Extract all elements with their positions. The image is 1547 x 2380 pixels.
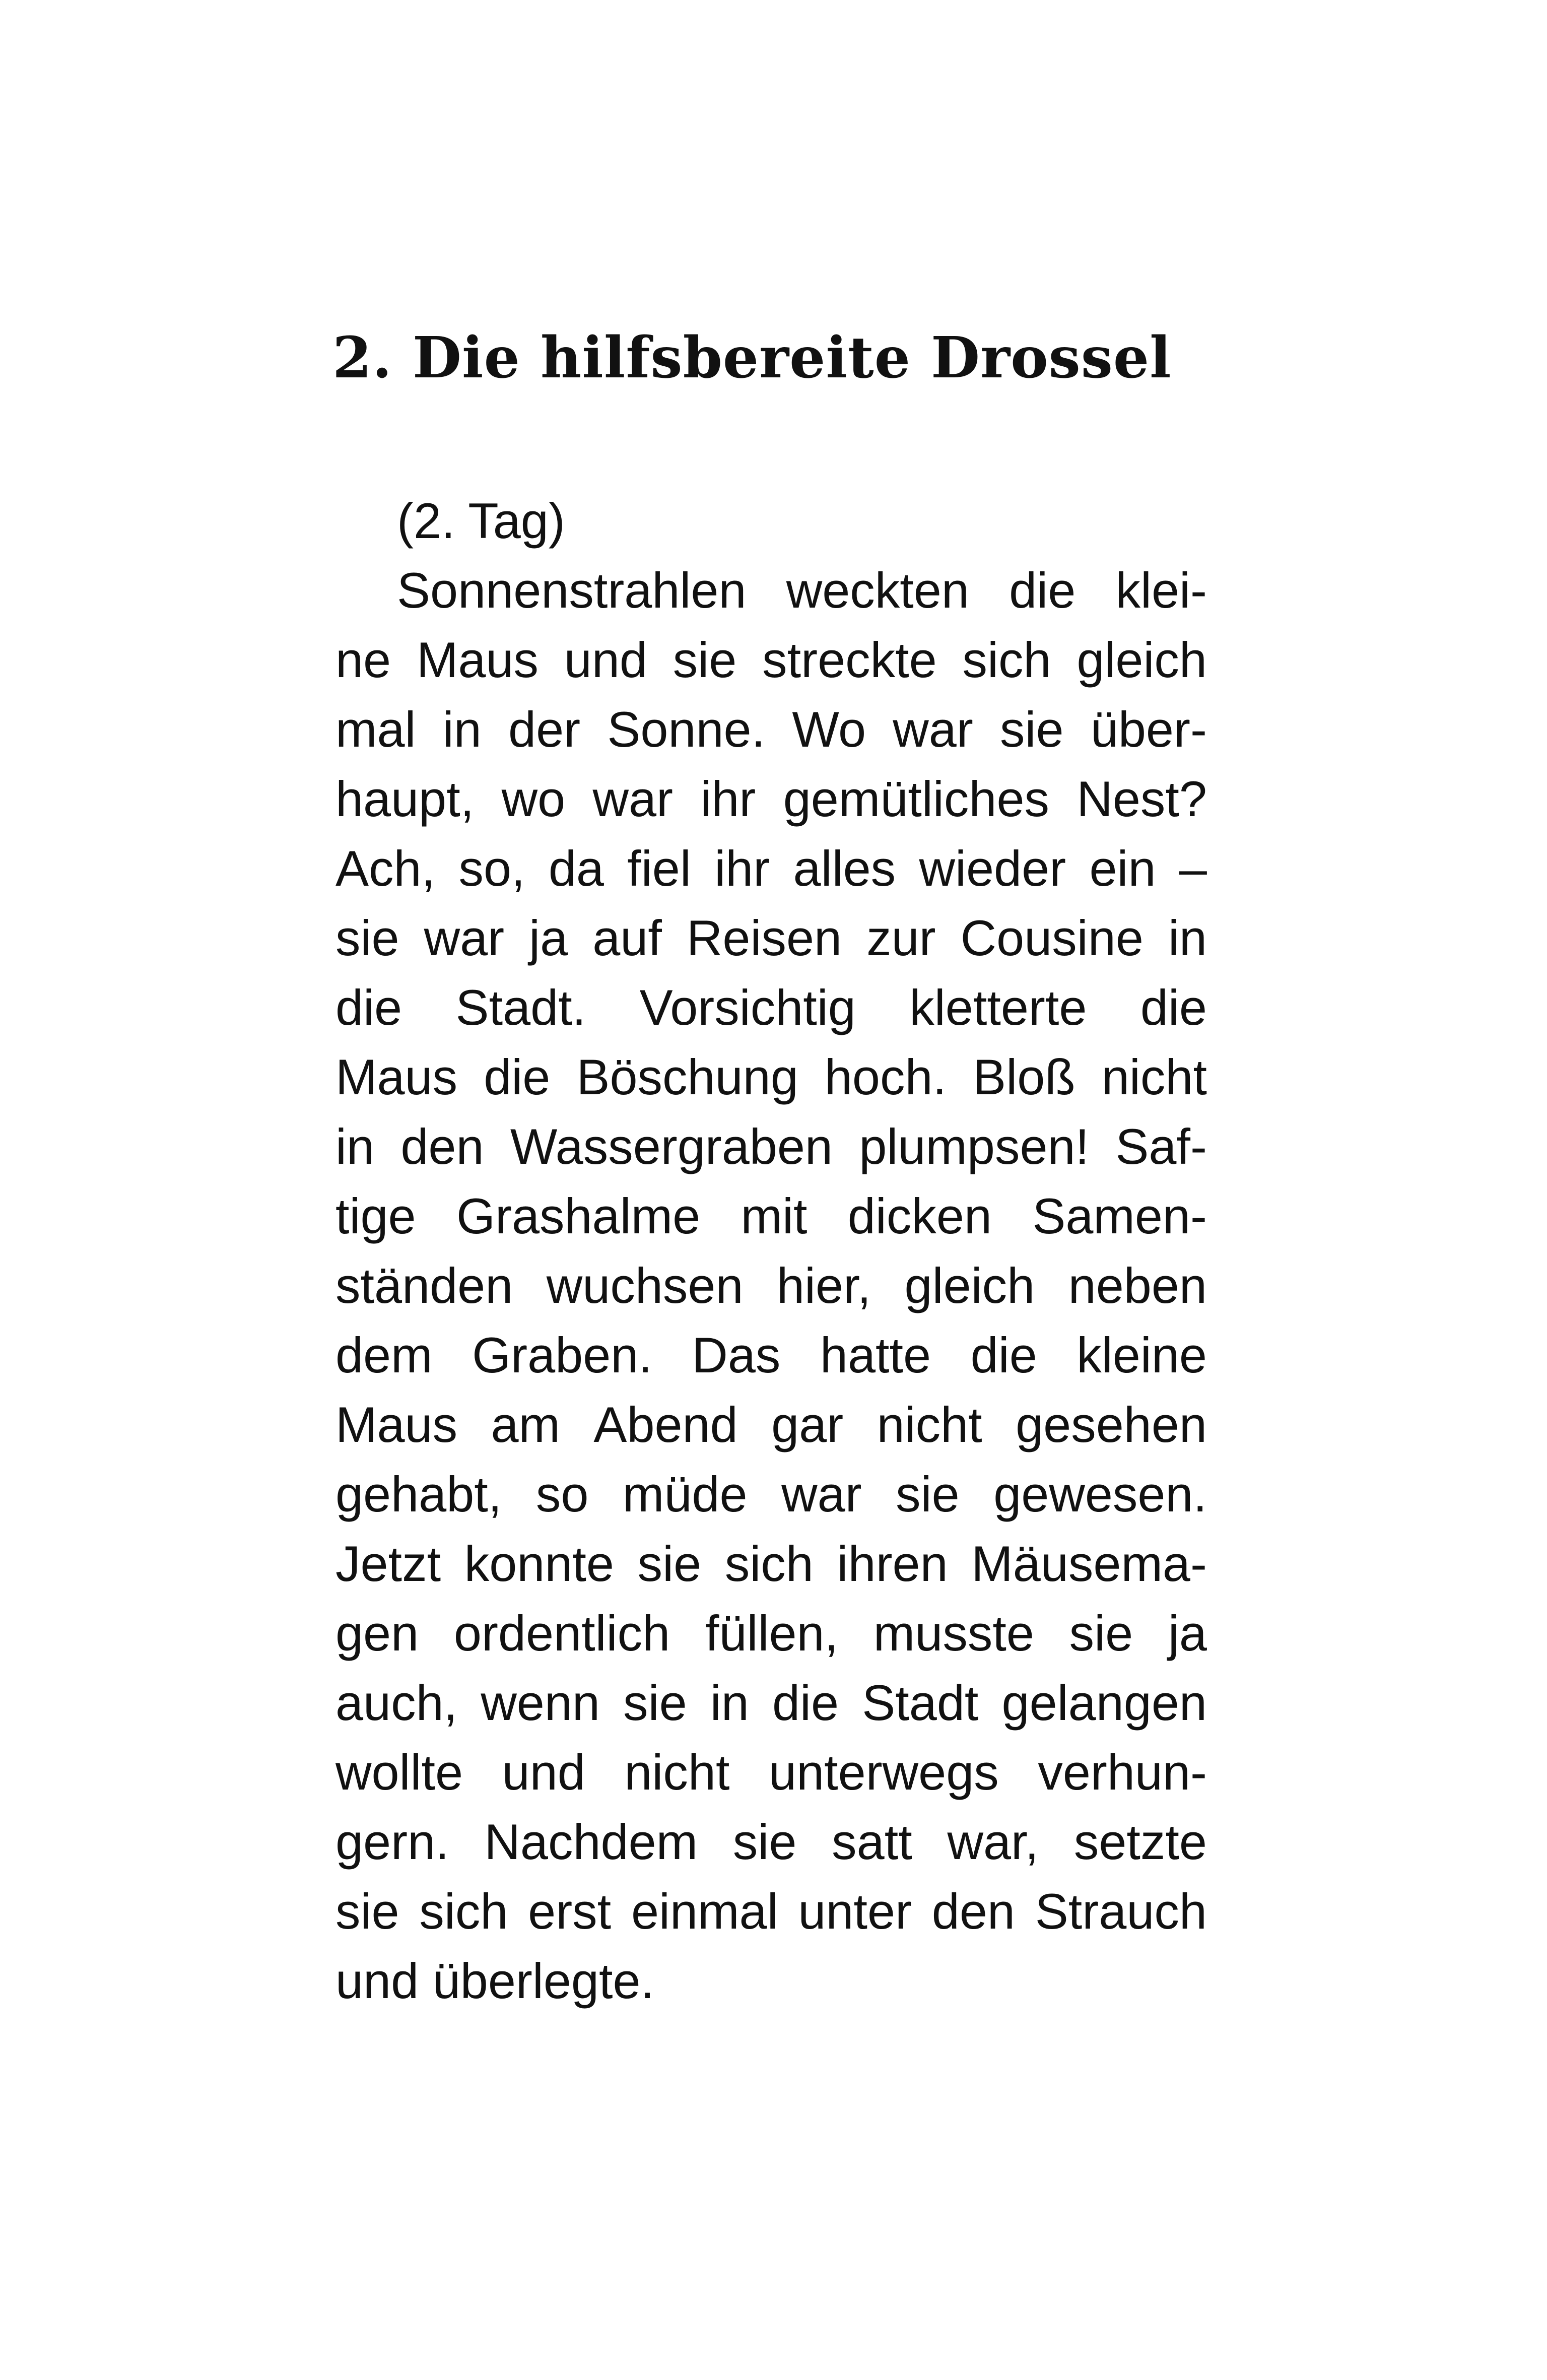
paragraph-word: sie <box>637 1536 702 1592</box>
paragraph-word: die <box>1140 979 1207 1035</box>
paragraph-word: war <box>781 1466 862 1522</box>
paragraph-word: haupt, <box>335 771 475 827</box>
paragraph-word: gleich <box>1077 632 1207 688</box>
paragraph-word: füllen, <box>705 1605 839 1661</box>
paragraph-word: Graben. <box>472 1327 652 1383</box>
paragraph-word: Maus <box>416 632 539 688</box>
paragraph-word: weckten <box>786 562 969 618</box>
paragraph-word: und <box>564 632 647 688</box>
paragraph-word: Abend <box>593 1397 738 1452</box>
paragraph-word: fiel <box>627 840 691 896</box>
paragraph-word: Cousine <box>960 910 1144 966</box>
paragraph-word: ihren <box>837 1536 948 1592</box>
paragraph-word: erst <box>528 1883 612 1939</box>
paragraph-word: und <box>502 1744 585 1800</box>
paragraph-word: dicken <box>847 1188 992 1244</box>
paragraph-word: Nachdem <box>484 1814 698 1870</box>
paragraph-word: die <box>772 1675 839 1731</box>
paragraph-word: und <box>335 1953 419 2009</box>
paragraph-word: so, <box>458 840 525 896</box>
paragraph-word: mit <box>741 1188 808 1244</box>
paragraph-line <box>335 625 1207 695</box>
paragraph-word: wenn <box>481 1675 600 1731</box>
paragraph-word: sie <box>623 1675 687 1731</box>
paragraph-line <box>335 973 1207 1042</box>
paragraph-word: auf <box>592 910 662 966</box>
paragraph-word: Bloß <box>973 1049 1075 1105</box>
paragraph-word: hier, <box>776 1258 871 1313</box>
paragraph-word: Ach, <box>335 840 436 896</box>
paragraph-word: gelangen <box>1001 1675 1207 1731</box>
paragraph-word: der <box>508 701 581 757</box>
story-paragraph <box>335 556 1207 2016</box>
paragraph-word: wollte <box>335 1744 463 1800</box>
paragraph-word: ordentlich <box>453 1605 670 1661</box>
paragraph-word: wieder <box>919 840 1066 896</box>
paragraph-word: Saf- <box>1115 1118 1207 1174</box>
paragraph-line <box>335 1042 1207 1112</box>
paragraph-line <box>335 1390 1207 1460</box>
paragraph-word: die <box>484 1049 551 1105</box>
paragraph-line <box>335 1807 1207 1877</box>
paragraph-word: gar <box>771 1397 844 1452</box>
paragraph-word: gern. <box>335 1814 449 1870</box>
paragraph-word: ja <box>1168 1605 1207 1661</box>
paragraph-word: Böschung <box>576 1049 798 1105</box>
paragraph-word: Jetzt <box>335 1536 441 1592</box>
paragraph-word: Das <box>692 1327 781 1383</box>
paragraph-line <box>335 834 1207 903</box>
paragraph-word: sich <box>419 1883 508 1939</box>
paragraph-line <box>335 1877 1207 1946</box>
paragraph-word: in <box>1168 910 1207 966</box>
paragraph-word: sie <box>732 1814 797 1870</box>
paragraph-word: ne <box>335 632 391 688</box>
paragraph-line <box>335 1668 1207 1738</box>
paragraph-word: alles <box>793 840 896 896</box>
paragraph-line <box>335 1738 1207 1807</box>
paragraph-word: Reisen <box>686 910 842 966</box>
paragraph-word: ja <box>529 910 568 966</box>
paragraph-word: die <box>970 1327 1037 1383</box>
paragraph-word: plumpsen! <box>859 1118 1090 1174</box>
paragraph-word: hatte <box>820 1327 931 1383</box>
paragraph-word: sie <box>335 1883 399 1939</box>
paragraph-word: Grashalme <box>456 1188 701 1244</box>
paragraph-word: sie <box>896 1466 960 1522</box>
paragraph-word: Vorsichtig <box>639 979 856 1035</box>
paragraph-line <box>335 695 1207 764</box>
paragraph-word: Maus <box>335 1049 458 1105</box>
paragraph-line <box>335 556 1207 625</box>
paragraph-word: so <box>535 1466 589 1522</box>
paragraph-word: müde <box>622 1466 748 1522</box>
paragraph-word: in <box>442 701 482 757</box>
paragraph-line <box>335 903 1207 973</box>
paragraph-line <box>335 1946 1207 2016</box>
paragraph-word: Strauch <box>1035 1883 1207 1939</box>
paragraph-word: satt <box>832 1814 912 1870</box>
paragraph-word: verhun- <box>1038 1744 1207 1800</box>
paragraph-word: wo <box>501 771 566 827</box>
paragraph-word: die <box>1009 562 1076 618</box>
paragraph-word: unterwegs <box>769 1744 999 1800</box>
paragraph-word: konnte <box>464 1536 614 1592</box>
paragraph-word: setzte <box>1073 1814 1207 1870</box>
paragraph-word: ständen <box>335 1258 513 1313</box>
paragraph-word: Wassergraben <box>510 1118 833 1174</box>
paragraph-word: am <box>491 1397 561 1452</box>
paragraph-word: kleine <box>1077 1327 1207 1383</box>
paragraph-word: gewesen. <box>993 1466 1207 1522</box>
paragraph-word: sich <box>724 1536 814 1592</box>
paragraph-line <box>335 1251 1207 1320</box>
paragraph-word: ein <box>1089 840 1156 896</box>
paragraph-word: war <box>592 771 674 827</box>
paragraph-word: streckte <box>762 632 937 688</box>
paragraph-word: einmal <box>631 1883 778 1939</box>
paragraph-word: gemütliches <box>783 771 1050 827</box>
paragraph-word: nicht <box>1101 1049 1207 1105</box>
paragraph-line <box>335 1460 1207 1529</box>
paragraph-line <box>335 1112 1207 1181</box>
paragraph-word: dem <box>335 1327 433 1383</box>
paragraph-word: gen <box>335 1605 419 1661</box>
paragraph-word: Nest? <box>1077 771 1207 827</box>
paragraph-word: in <box>710 1675 749 1731</box>
paragraph-word: – <box>1179 840 1207 896</box>
paragraph-word: war, <box>947 1814 1039 1870</box>
paragraph-word: war <box>893 701 973 757</box>
paragraph-word: sie <box>672 632 737 688</box>
paragraph-word: zur <box>866 910 936 966</box>
paragraph-word: sie <box>1069 1605 1133 1661</box>
paragraph-word: gleich <box>904 1258 1035 1313</box>
paragraph-word: gesehen <box>1016 1397 1207 1452</box>
chapter-title: 2. Die hilfsbereite Drossel <box>332 325 1172 391</box>
paragraph-word: nicht <box>624 1744 730 1800</box>
paragraph-word: ihr <box>700 771 756 827</box>
paragraph-word: ihr <box>714 840 770 896</box>
paragraph-word: wuchsen <box>546 1258 744 1313</box>
chapter-body <box>335 486 1207 2016</box>
day-label: (2. Tag) <box>397 493 565 549</box>
paragraph-word: klei- <box>1115 562 1207 618</box>
paragraph-word: Mäusema- <box>971 1536 1207 1592</box>
paragraph-word: tige <box>335 1188 416 1244</box>
paragraph-word: Sonne. <box>607 701 766 757</box>
paragraph-word: musste <box>873 1605 1034 1661</box>
paragraph-word: die <box>335 979 402 1035</box>
paragraph-word: kletterte <box>909 979 1087 1035</box>
paragraph-word: sie <box>335 910 399 966</box>
paragraph-line <box>335 1599 1207 1668</box>
paragraph-word: war <box>424 910 505 966</box>
paragraph-line <box>335 1181 1207 1251</box>
paragraph-word: den <box>931 1883 1015 1939</box>
paragraph-line <box>335 1320 1207 1390</box>
paragraph-word: Maus <box>335 1397 458 1452</box>
paragraph-word: den <box>400 1118 484 1174</box>
paragraph-word: Samen- <box>1032 1188 1207 1244</box>
paragraph-word: hoch. <box>824 1049 947 1105</box>
paragraph-word: in <box>335 1118 375 1174</box>
paragraph-word: mal <box>335 701 416 757</box>
paragraph-word: über- <box>1090 701 1207 757</box>
paragraph-word: nicht <box>877 1397 982 1452</box>
paragraph-word: Wo <box>792 701 866 757</box>
paragraph-word: neben <box>1068 1258 1207 1313</box>
paragraph-word: Sonnenstrahlen <box>397 562 747 618</box>
paragraph-word: sie <box>1000 701 1064 757</box>
paragraph-word: Stadt <box>862 1675 979 1731</box>
paragraph-word: überlegte. <box>432 1953 655 2009</box>
paragraph-word: da <box>548 840 604 896</box>
paragraph-word: gehabt, <box>335 1466 502 1522</box>
paragraph-word: sich <box>962 632 1051 688</box>
paragraph-word: auch, <box>335 1675 458 1731</box>
paragraph-word: Stadt. <box>455 979 586 1035</box>
paragraph-line <box>335 1529 1207 1599</box>
paragraph-line <box>335 764 1207 834</box>
paragraph-word: unter <box>798 1883 912 1939</box>
